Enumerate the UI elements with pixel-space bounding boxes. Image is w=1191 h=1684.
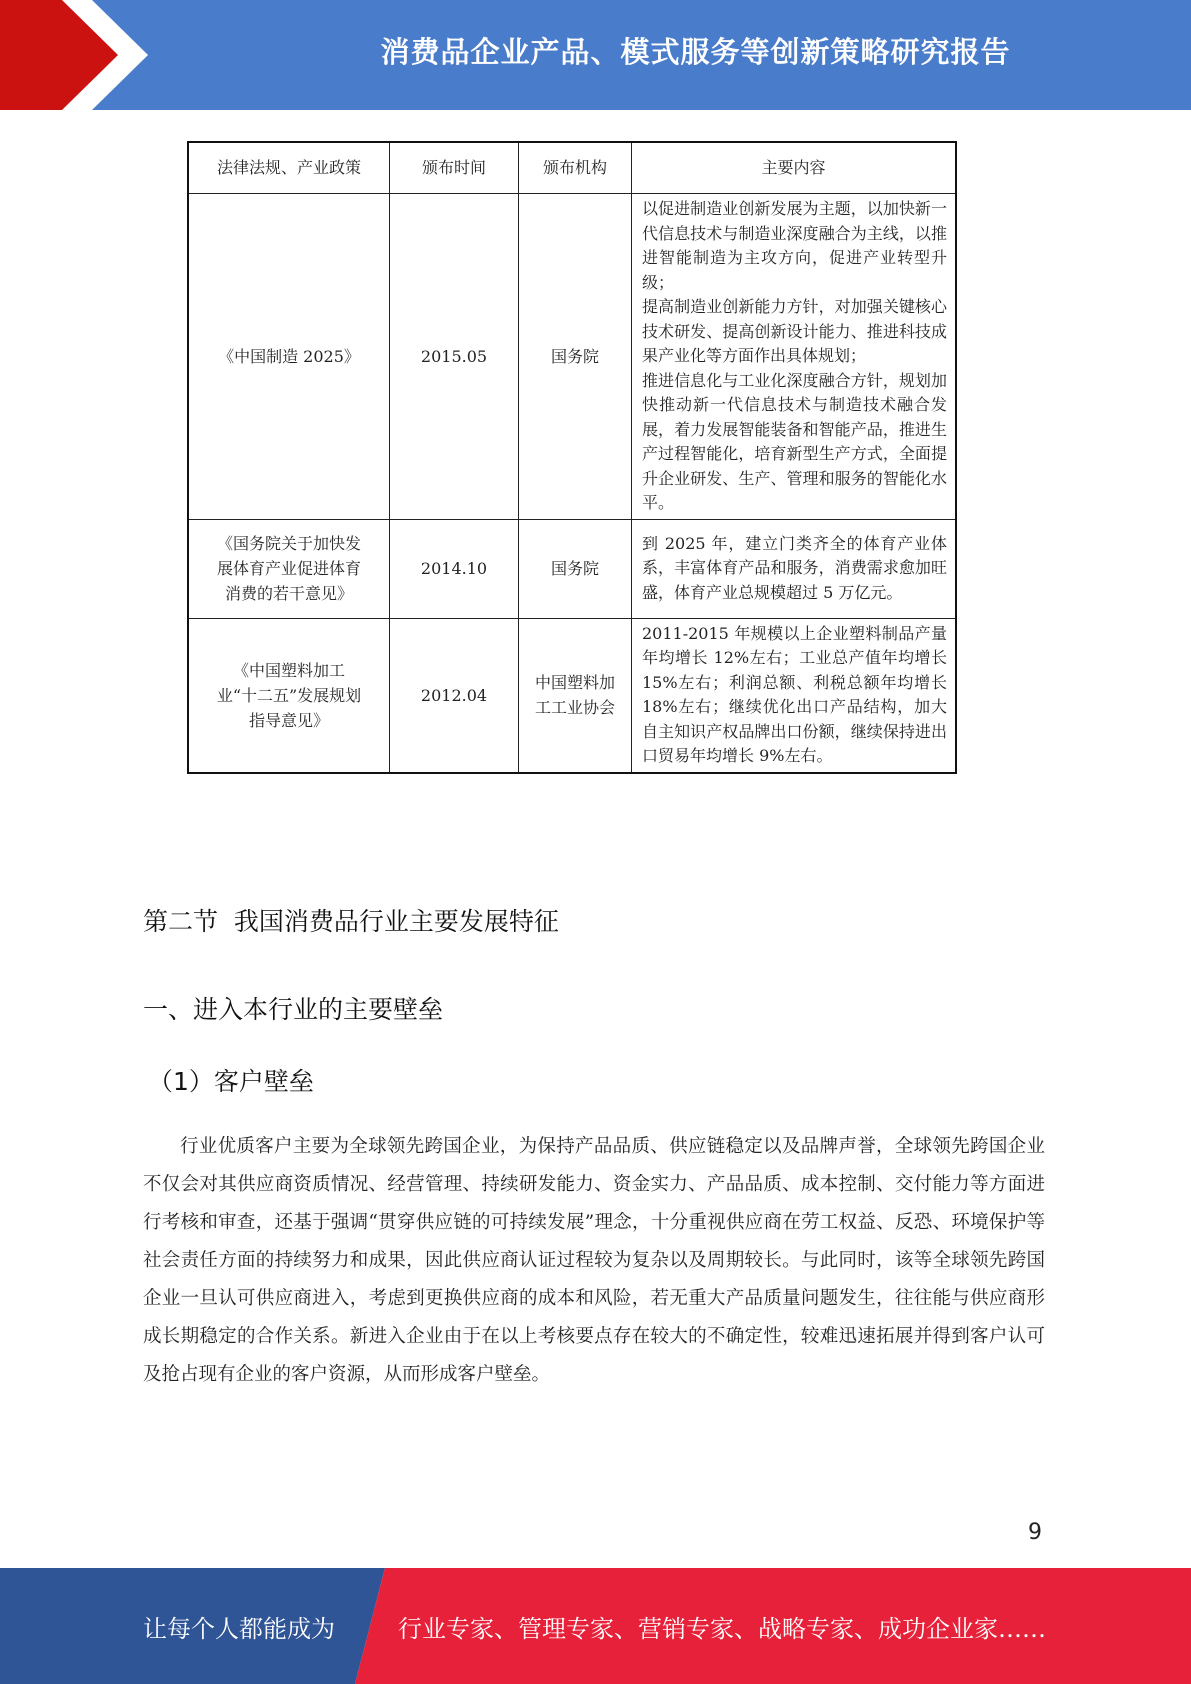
policy-name-cell: 《国务院关于加快发展体育产业促进体育消费的若干意见》 [188,519,390,618]
body-paragraph: 行业优质客户主要为全球领先跨国企业，为保持产品品质、供应链稳定以及品牌声誉，全球领先跨国企业不仅会对其供应商资质情况、经营管理、持续研发能力、资金实力、产品品质、成本控制、交付能力等方面进行考核和审查，还基于强调“贯穿供应链的可持续发展”理念，十分重视供应商在劳工权益、反恐、环境保护等社会责任方面的持续努力和成果，因此供应商认证过程较为复杂以及周期较长。与此同时，该等全球领先跨国企业一旦认可供应商进入，考虑到更换供应商的成本和风险，若无重大产品质量问题发生，往往能与供应商形成长期稳定的合作关系。新进入企业由于在以上考核要点存在较大的不确定性，较难迅速拓展并得到客户认可及抢占现有企业的客户资源，从而形成客户壁垒。 [143,1136,1045,1385]
policy-name-cell: 《中国塑料加工业“十二五”发展规划指导意见》 [188,618,390,773]
policy-date-cell: 2012.04 [390,618,519,773]
column-header-org: 颁布机构 [519,142,632,194]
column-header-content: 主要内容 [632,142,957,194]
policy-org-cell: 国务院 [519,194,632,520]
table-header-row [188,142,956,194]
policy-org-cell: 国务院 [519,519,632,618]
policy-table [187,141,957,774]
content-paragraph: 2011-2015 年规模以上企业塑料制品产量年均增长 12%左右；工业总产值年均增长 15%左右；利润总额、利税总额年均增长 18%左右；继续优化出口产品结构，加大自主知识产权品牌出口份额，继续保持进出口贸易年均增长 9%左右。 [642,623,947,765]
content-paragraph: 以促进制造业创新发展为主题，以加快新一代信息技术与制造业深度融合为主线，以推进智能制造为主攻方向，促进产业转型升级； [642,199,947,292]
column-header-date: 颁布时间 [390,142,519,194]
footer-slogan-left: 让每个人都能成为 [143,1614,335,1643]
footer-slogan-right: 行业专家、管理专家、营销专家、战略专家、成功企业家…… [398,1614,1046,1643]
policy-date-cell: 2015.05 [390,194,519,520]
content-paragraph: 到 2025 年，建立门类齐全的体育产业体系，丰富体育产品和服务，消费需求愈加旺盛，体育产业总规模超过 5 万亿元。 [642,533,947,602]
policy-name-cell: 《中国制造 2025》 [188,194,390,520]
page-footer [0,1568,1191,1684]
section-title: 第二节 我国消费品行业主要发展特征 [143,907,559,936]
subsection-title: 一、进入本行业的主要壁垒 [143,995,444,1024]
policy-content-cell [632,618,957,773]
policy-date-cell: 2014.10 [390,519,519,618]
table-row [188,519,956,618]
header-title: 消费品企业产品、模式服务等创新策略研究报告 [380,34,1011,69]
table-row [188,194,956,520]
policy-content-cell [632,519,957,618]
policy-content-cell [632,194,957,520]
content-paragraph: 提高制造业创新能力方针，对加强关键核心技术研发、提高创新设计能力、推进科技成果产业化等方面作出具体规划； [642,297,947,365]
table-row [188,618,956,773]
content-paragraph: 推进信息化与工业化深度融合方针，规划加快推动新一代信息技术与制造技术融合发展，着力发展智能装备和智能产品，推进生产过程智能化，培育新型生产方式，全面提升企业研发、生产、管理和服务的智能化水平。 [642,370,947,512]
page-header [0,0,1191,110]
page-number: 9 [1028,1520,1042,1545]
sub-subsection-title: （1）客户壁垒 [148,1067,314,1096]
policy-org-cell: 中国塑料加工工业协会 [519,618,632,773]
column-header-policy: 法律法规、产业政策 [188,142,390,194]
